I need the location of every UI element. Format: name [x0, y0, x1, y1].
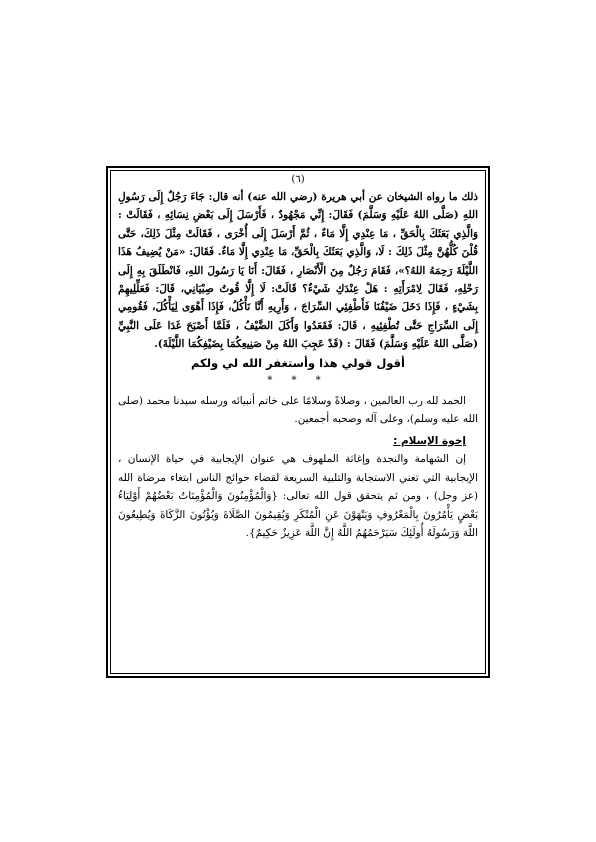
body-paragraph: إن الشهامة والنجدة وإغاثة الملهوف هي عنوان الإيجابية في حياة الإنسان ، الإيجابية التي تعني الاستجابة والتلبية السريعة لقضاء حوائج الناس ابتغاء مرضاة الله (عز وجل) ، ومن ثم يتحقق قول الله تعالى: {وَالْمُؤْمِنُونَ وَالْمُؤْمِنَاتُ بَعْضُهُمْ أَوْلِيَاءُ بَعْضٍ يَأْمُرُونَ بِالْمَعْرُوفِ وَيَنْهَوْنَ عَنِ الْمُنْكَرِ وَيُقِيمُونَ الصَّلَاةَ وَيُؤْتُونَ الزَّكَاةَ وَيُطِيعُونَ اللَّهَ وَرَسُولَهُ أُولَئِكَ سَيَرْحَمُهُمُ اللَّهُ إِنَّ اللَّهَ عَزِيزٌ حَكِيمٌ}. — [118, 453, 478, 539]
page-content — [118, 172, 478, 542]
hadith-paragraph: ذلك ما رواه الشيخان عن أبي هريرة (رضي الله عنه) أنه قال: جَاءَ رَجُلٌ إِلَى رَسُولِ اللهِ (صَلَّى اللهُ عَلَيْهِ وَسَلَّمَ) فَقَالَ: إِنِّي مَجْهُودٌ ، فَأَرْسَلَ إِلَى بَعْضِ نِسَائِهِ ، فَقَالَتْ : وَالَّذِي بَعَثَكَ بِالْحَقِّ ، مَا عِنْدِي إِلَّا مَاءٌ ، ثُمَّ أَرْسَلَ إِلَى أُخْرَى ، فَقَالَتْ مِثْلَ ذَلِكَ، حَتَّى قُلْنَ كُلُّهُنَّ مِثْلَ ذَلِكَ : لَا، وَالَّذِي بَعَثَكَ بِالْحَقِّ، مَا عِنْدِي إِلَّا مَاءٌ. فَقَالَ: «مَنْ يُضِيفُ هَذَا اللَّيْلَةَ رَحِمَهُ اللهُ؟»، فَقَامَ رَجُلٌ مِنَ الْأَنْصَارِ ، فَقَالَ: أَنَا يَا رَسُولَ اللهِ، فَانْطَلَقَ بِهِ إِلَى رَحْلِهِ، فَقَالَ لِامْرَأَتِهِ : هَلْ عِنْدَكِ شَيْءٌ؟ قَالَتْ: لَا إِلَّا قُوتُ صِبْيَانِي، قَالَ: فَعَلِّلِيهِمْ بِشَيْءٍ ، فَإِذَا دَخَلَ ضَيْفُنَا فَأَطْفِئِي السِّرَاجَ ، وَأَرِيهِ أَنَّا نَأْكُلُ، فَإِذَا أَهْوَى لِيَأْكُلَ، فَقُومِي إِلَى السِّرَاجِ حَتَّى تُطْفِئِيهِ ، قَالَ: فَقَعَدُوا وَأَكَلَ الضَّيْفُ ، فَلَمَّا أَصْبَحَ غَدَا عَلَى النَّبِيِّ (صَلَّى اللهُ عَلَيْهِ وَسَلَّمَ) فَقَالَ : (قَدْ عَجِبَ اللهُ مِنْ صَنِيعِكُمَا بِضَيْفِكُمَا اللَّيْلَةَ). — [118, 191, 478, 351]
section-title: إخوة الإسلام : — [393, 434, 466, 447]
section-separator: * * * — [267, 375, 329, 387]
praise-paragraph: الحمد لله رب العالمين ، وصلاةً وسلامًا على خاتم أنبيائه ورسله سيدنا محمد (صلى الله عليه وسلم)، وعلى آله وصحبه أجمعين. — [118, 395, 478, 426]
closing-heading: أقول قولي هذا وأستغفر الله لي ولكم — [190, 355, 405, 370]
page-number: (٦) — [291, 174, 305, 185]
